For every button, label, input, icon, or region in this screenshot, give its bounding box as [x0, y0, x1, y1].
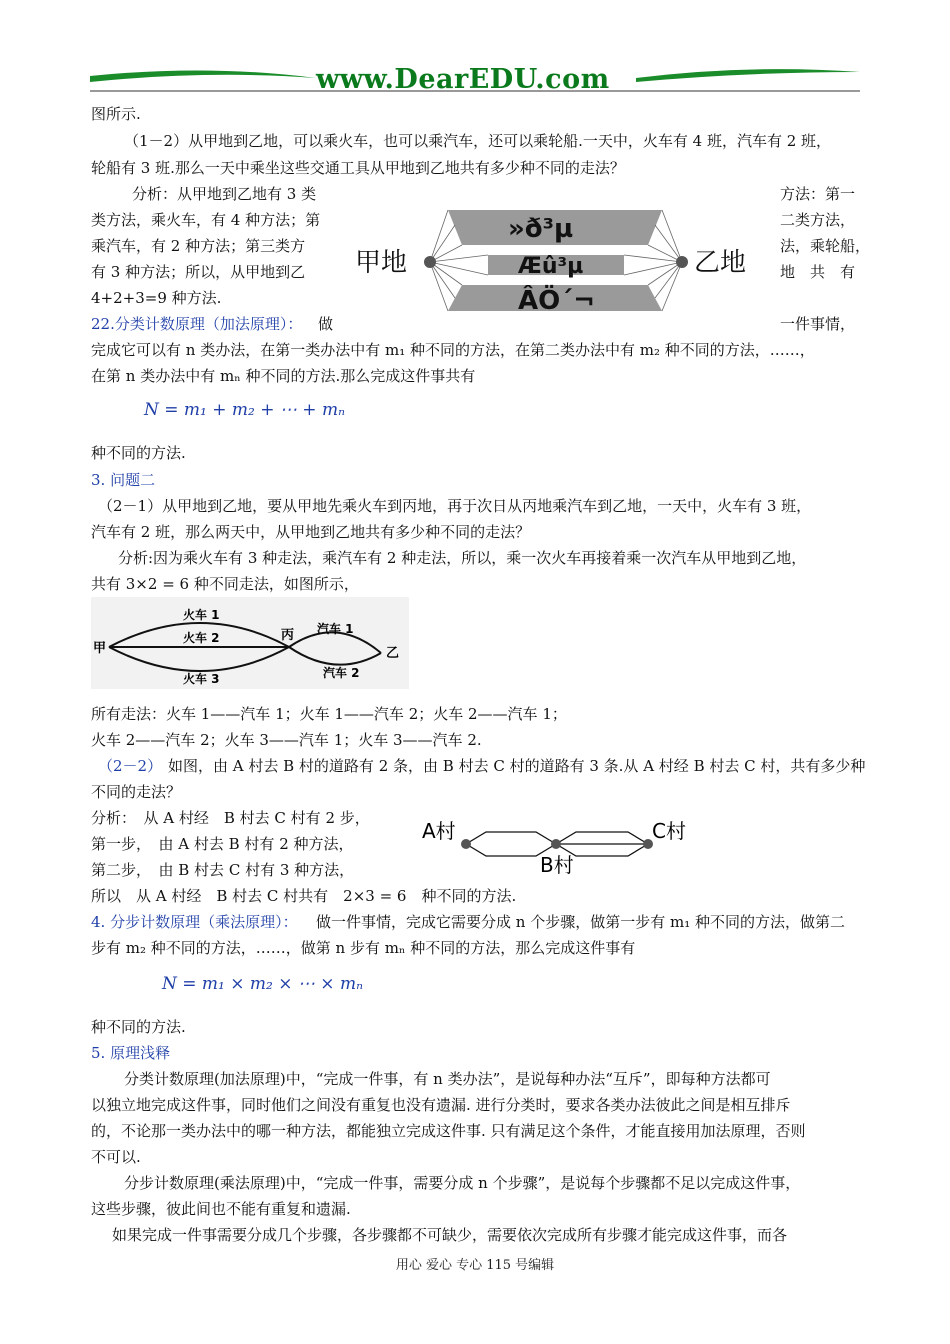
text-line: 图所示.: [91, 105, 141, 123]
route-diagram: [91, 597, 409, 689]
text-line: 在第 n 类办法中有 mₙ 种不同的方法.那么完成这件事共有: [91, 367, 476, 385]
yidi-label: 乙地: [694, 248, 747, 278]
page-footer: 用心 爱心 专心 115 号编辑: [395, 1258, 555, 1273]
edge-car-1: 汽车 1: [317, 622, 354, 636]
jiadi-label: 甲地: [355, 248, 408, 278]
section-heading-explanation: 5. 原理浅释: [91, 1044, 171, 1062]
analysis-line: 共有 3×2 = 6 种不同走法，如图所示，: [91, 575, 359, 593]
text-line: 步有 m₂ 种不同的方法，……，做第 n 步有 mₙ 种不同的方法，那么完成这件事有: [91, 939, 636, 957]
text-line: 一件事情，: [780, 315, 856, 333]
analysis-line: 第二步， 由 B 村去 C 村有 3 种方法，: [91, 861, 355, 879]
question-2-2: 如图，由 A 村去 B 村的道路有 2 条，由 B 村去 C 村的道路有 3 条.从 A 村经 B 村去 C 村，共有多少种: [168, 757, 866, 775]
text-line: 火车 2——汽车 2；火车 3——汽车 1；火车 3——汽车 2.: [91, 731, 482, 749]
text-line: 种不同的方法.: [91, 444, 186, 462]
analysis-line: 所以 从 A 村经 B 村去 C 村共有 2×3 = 6 种不同的方法.: [91, 887, 517, 905]
node-jia: 甲: [93, 641, 107, 656]
addition-formula: N = m₁ + m₂ + ⋯ + mₙ: [144, 400, 345, 420]
band-car-label: Æû³µ: [518, 254, 584, 279]
edge-car-2: 汽车 2: [323, 666, 360, 680]
section-heading-problem-2: 3. 问题二: [91, 471, 156, 489]
section-heading-add-principle: 22.分类计数原理（加法原理）：: [91, 315, 303, 333]
node-bing: 丙: [281, 628, 295, 643]
paragraph-line: 以独立地完成这件事，同时他们之间没有重复也没有遗漏. 进行分类时，要求各类办法彼此之间是相互排斥: [91, 1096, 791, 1114]
analysis-right-line: 法，乘轮船，: [780, 237, 871, 255]
question-1-2-cont: 轮船有 3 班.那么一天中乘坐这些交通工具从甲地到乙地共有多少种不同的走法？: [91, 159, 625, 177]
header-site-url[interactable]: www.DearEDU.com: [316, 64, 610, 95]
analysis-line: 4+2+3=9 种方法.: [91, 289, 222, 307]
paragraph-line: 如果完成一件事需要分成几个步骤，各步骤都不可缺少，需要依次完成所有步骤才能完成这件事，而各: [112, 1226, 788, 1244]
question-2-1: （2－1）从甲地到乙地，要从甲地先乘火车到丙地，再于次日从丙地乘汽车到乙地，一天中，火车有 3 班，: [98, 497, 812, 515]
analysis-line: 乘汽车，有 2 种方法；第三类方: [91, 237, 306, 255]
analysis-line: 分析： 从 A 村经 B 村去 C 村有 2 步，: [91, 809, 370, 827]
village-diagram: [418, 812, 698, 878]
village-c: C村: [652, 819, 686, 843]
edge-train-2: 火车 2: [183, 631, 220, 645]
analysis-line: 分析：从甲地到乙地有 3 类: [132, 185, 317, 203]
node-yi: 乙: [386, 646, 400, 661]
transport-diagram: [350, 205, 770, 315]
question-1-2: （1－2）从甲地到乙地，可以乘火车，也可以乘汽车，还可以乘轮船.一天中，火车有 4 班，汽车有 2 班，: [124, 132, 832, 150]
band-train-label: »ð³µ: [508, 214, 574, 244]
analysis-right-line: 二类方法，: [780, 211, 856, 229]
paragraph-line: 分类计数原理(加法原理)中，“完成一件事，有 n 类办法”，是说每种办法“互斥”，即每种方法都可: [124, 1070, 771, 1088]
text-line: 完成它可以有 n 类办法，在第一类办法中有 m₁ 种不同的方法，在第二类办法中有 m₂ 种不同的方法，……，: [91, 341, 815, 359]
question-2-2-cont: 不同的走法？: [91, 783, 182, 801]
text-line: 做: [318, 315, 334, 333]
analysis-right-line: 方法：第一: [780, 185, 856, 203]
multiplication-formula: N = m₁ × m₂ × ⋯ × mₙ: [162, 974, 363, 994]
analysis-line: 分析:因为乘火车有 3 种走法，乘汽车有 2 种走法，所以，乘一次火车再接着乘一次汽车从甲地到乙地，: [118, 549, 807, 567]
text-line: 种不同的方法.: [91, 1018, 186, 1036]
paragraph-line: 不可以.: [91, 1148, 141, 1166]
paragraph-line: 这些步骤，彼此间也不能有重复和遗漏.: [91, 1200, 351, 1218]
question-2-1-cont: 汽车有 2 班，那么两天中，从甲地到乙地共有多少种不同的走法？: [91, 523, 531, 541]
section-heading-mult-principle: 4. 分步计数原理（乘法原理）：: [91, 913, 298, 931]
band-ship-label: ÂÖ´¬: [518, 286, 596, 315]
analysis-right-line: 地 共 有: [780, 263, 856, 281]
analysis-line: 第一步， 由 A 村去 B 村有 2 种方法，: [91, 835, 354, 853]
question-2-2-label: （2－2）: [98, 757, 163, 775]
village-b: B村: [540, 853, 574, 877]
paragraph-line: 的，不论那一类办法中的哪一种方法，都能独立完成这件事. 只有满足这个条件，才能直接用加法原理，否则: [91, 1122, 806, 1140]
village-a: A村: [422, 819, 456, 843]
paragraph-line: 分步计数原理(乘法原理)中，“完成一件事，需要分成 n 个步骤”，是说每个步骤都不足以完成这件事，: [124, 1174, 801, 1192]
analysis-line: 有 3 种方法；所以，从甲地到乙: [91, 263, 306, 281]
text-line: 做一件事情，完成它需要分成 n 个步骤，做第一步有 m₁ 种不同的方法，做第二: [316, 913, 845, 931]
analysis-line: 类方法，乘火车，有 4 种方法；第: [91, 211, 321, 229]
edge-train-3: 火车 3: [183, 672, 220, 686]
edge-train-1: 火车 1: [183, 608, 220, 622]
text-line: 所有走法：火车 1——汽车 1；火车 1——汽车 2；火车 2——汽车 1；: [91, 705, 567, 723]
